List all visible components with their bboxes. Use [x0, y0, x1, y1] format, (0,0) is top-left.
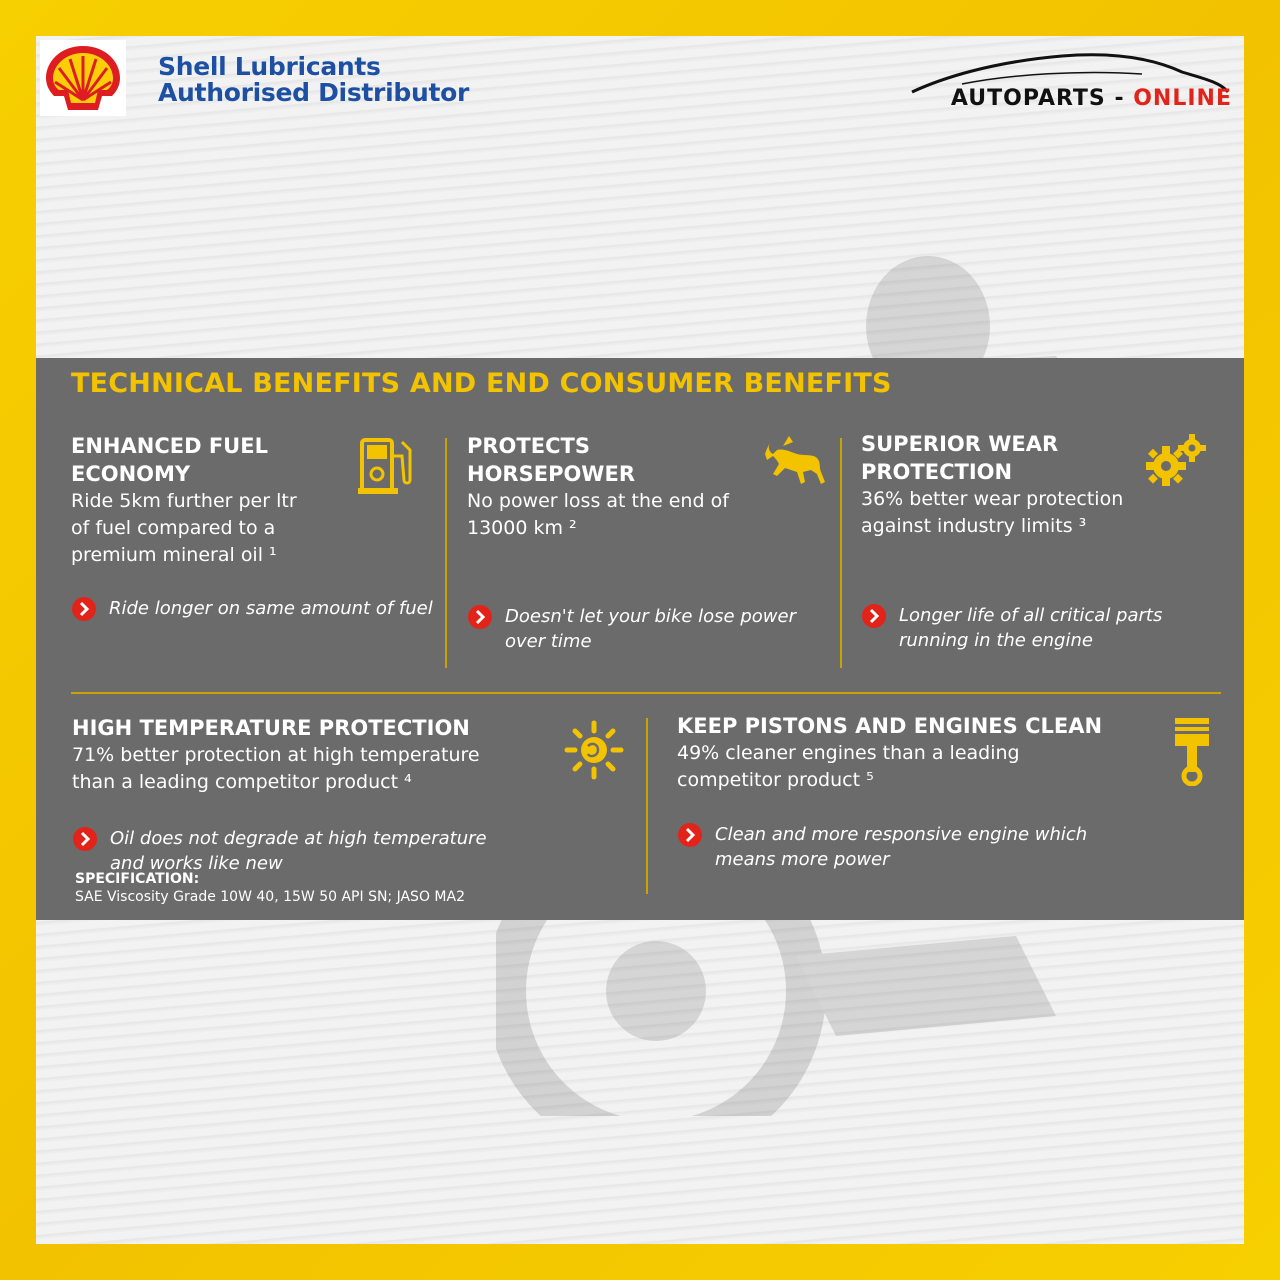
- distributor-line-1: Shell Lubricants: [158, 52, 381, 81]
- benefit-wear-protection: [861, 430, 1141, 540]
- distributor-title: [158, 54, 469, 106]
- distributor-line-2: Authorised Distributor: [158, 78, 470, 107]
- horizontal-divider: [71, 692, 1221, 694]
- autoparts-wordmark: [951, 86, 1232, 111]
- spec-label: SPECIFICATION:: [75, 871, 200, 887]
- chevron-right-icon: [71, 596, 97, 622]
- shell-pecten-icon: [40, 40, 126, 116]
- benefit-bullet: [71, 596, 441, 622]
- benefit-text: No power loss at the end of 13000 km ²: [467, 490, 729, 539]
- chevron-right-icon: [467, 604, 493, 630]
- benefit-heading: SUPERIOR WEAR PROTECTION: [861, 432, 1059, 484]
- shell-logo: [40, 40, 126, 116]
- spec-text: SAE Viscosity Grade 10W 40, 15W 50 API SN; JASO MA2: [75, 889, 465, 905]
- benefit-heading: HIGH TEMPERATURE PROTECTION: [72, 716, 470, 740]
- bullet-text: Doesn't let your bike lose power over time: [505, 606, 796, 652]
- ad-canvas: [36, 36, 1244, 1244]
- benefit-bullet: [467, 604, 807, 654]
- benefit-clean-engine: [677, 712, 1127, 794]
- bullet-text: Oil does not degrade at high temperature and works like new: [110, 828, 487, 874]
- benefit-heading: KEEP PISTONS AND ENGINES CLEAN: [677, 714, 1103, 738]
- benefit-horsepower: [467, 432, 737, 542]
- benefit-fuel-economy: [71, 432, 311, 569]
- chevron-right-icon: [72, 826, 98, 852]
- fuel-pump-icon: [358, 436, 416, 496]
- benefit-text: 71% better protection at high temperature than a leading competitor product ⁴: [72, 744, 480, 793]
- panel-title: TECHNICAL BENEFITS AND END CONSUMER BENEFITS: [71, 368, 892, 399]
- header: [36, 36, 1244, 126]
- benefit-text: 49% cleaner engines than a leading competitor product ⁵: [677, 742, 1020, 791]
- bullet-text: Clean and more responsive engine which means more power: [715, 824, 1088, 870]
- vertical-divider: [646, 718, 648, 894]
- autoparts-logo: [902, 48, 1232, 118]
- bullet-text: Longer life of all critical parts running in the engine: [899, 605, 1163, 651]
- brand-right: ONLINE: [1133, 86, 1232, 111]
- benefit-text: 36% better wear protection against industry limits ³: [861, 488, 1124, 537]
- sun-icon: [564, 720, 624, 780]
- benefit-bullet: [677, 822, 1097, 872]
- benefit-heading: PROTECTS HORSEPOWER: [467, 434, 635, 486]
- brand-separator: -: [1105, 86, 1134, 111]
- vertical-divider: [445, 438, 447, 668]
- bullet-text: Ride longer on same amount of fuel: [109, 598, 433, 619]
- gears-icon: [1144, 432, 1210, 488]
- chevron-right-icon: [861, 603, 887, 629]
- specification: [75, 870, 465, 906]
- horse-icon: [763, 432, 829, 488]
- benefit-bullet: [72, 826, 492, 876]
- benefit-text: Ride 5km further per ltr of fuel compared to a premium mineral oil ¹: [71, 490, 297, 566]
- benefit-high-temperature: [72, 714, 522, 796]
- benefits-panel: [36, 358, 1244, 920]
- piston-icon: [1172, 716, 1212, 786]
- benefit-heading: ENHANCED FUEL ECONOMY: [71, 434, 268, 486]
- brand-left: AUTOPARTS: [950, 86, 1106, 111]
- benefit-bullet: [861, 603, 1201, 653]
- chevron-right-icon: [677, 822, 703, 848]
- vertical-divider: [840, 438, 842, 668]
